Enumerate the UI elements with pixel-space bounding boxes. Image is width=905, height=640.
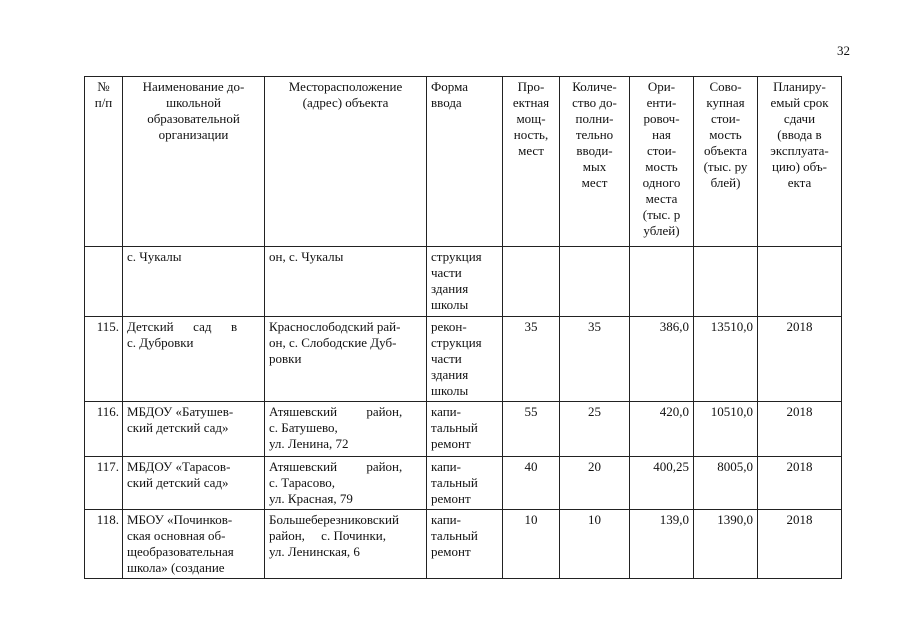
header-design-capacity — [503, 77, 560, 247]
text-line: ровоч- — [643, 111, 680, 126]
organization-name — [123, 247, 265, 317]
text-line: мощ- — [516, 111, 546, 126]
added-places: 10 — [560, 510, 630, 579]
text-line: объекта — [703, 143, 748, 158]
text-line: Детский сад в — [127, 319, 238, 334]
row-number: 117. — [85, 457, 123, 510]
completion-year: 2018 — [758, 510, 842, 579]
text-line: одного — [642, 175, 681, 190]
text-line: стои- — [646, 143, 677, 158]
header-input-form — [427, 77, 503, 247]
completion-year — [758, 247, 842, 317]
design-capacity: 10 — [503, 510, 560, 579]
text-line: район, с. Починки, — [269, 528, 386, 543]
text-line: ремонт — [431, 544, 471, 559]
object-address — [265, 510, 427, 579]
design-capacity: 35 — [503, 317, 560, 402]
text-line: ремонт — [431, 436, 471, 451]
text-line: блей) — [710, 175, 741, 190]
text-line: Ори- — [647, 79, 676, 94]
design-capacity: 55 — [503, 402, 560, 457]
text-line: Про- — [517, 79, 545, 94]
text-line: Краснослободский рай- — [269, 319, 401, 334]
text-line: капи- — [431, 512, 461, 527]
text-line: с. Тарасово, — [269, 475, 335, 490]
text-line: тельно — [575, 127, 614, 142]
text-line: образовательной — [147, 111, 240, 126]
text-line: (тыс. ру — [703, 159, 748, 174]
text-line: цию) объ- — [771, 159, 828, 174]
cost-per-place: 420,0 — [630, 402, 694, 457]
text-line: Большеберезниковский — [269, 512, 399, 527]
object-address — [265, 457, 427, 510]
text-line: тальный — [431, 528, 478, 543]
input-form — [427, 247, 503, 317]
design-capacity — [503, 247, 560, 317]
text-line: эксплуата- — [770, 143, 829, 158]
row-number: 116. — [85, 402, 123, 457]
organization-name — [123, 457, 265, 510]
text-line: енти- — [646, 95, 677, 110]
text-line: школа» (создание — [127, 560, 225, 575]
table-row — [85, 317, 842, 402]
text-line: капи- — [431, 404, 461, 419]
text-line: МБДОУ «Батушев- — [127, 404, 234, 419]
text-line: ский детский сад» — [127, 420, 229, 435]
text-line: здания — [431, 281, 469, 296]
text-line: № — [97, 79, 110, 94]
text-line: рекон- — [431, 319, 467, 334]
header-organization-name — [123, 77, 265, 247]
text-line: ность, — [513, 127, 549, 142]
text-line: п/п — [94, 95, 113, 110]
text-line: с. Дубровки — [127, 335, 194, 350]
text-line: мость — [709, 127, 742, 142]
text-line: тальный — [431, 420, 478, 435]
text-line: вводи- — [576, 143, 613, 158]
total-cost — [694, 247, 758, 317]
header-added-places — [560, 77, 630, 247]
text-line: ровки — [269, 351, 302, 366]
cost-per-place: 386,0 — [630, 317, 694, 402]
text-line: Месторасположение — [288, 79, 403, 94]
text-line: он, с. Слободские Дуб- — [269, 335, 397, 350]
text-line: (тыс. р — [642, 207, 681, 222]
text-line: Количе- — [572, 79, 617, 94]
text-line: (ввода в — [777, 127, 822, 142]
cost-per-place: 139,0 — [630, 510, 694, 579]
input-form — [427, 317, 503, 402]
text-line: Атяшевский район, — [269, 459, 403, 474]
table-row — [85, 402, 842, 457]
text-line: струкция — [431, 335, 482, 350]
text-line: Планиру- — [773, 79, 826, 94]
text-line: Форма — [431, 79, 468, 94]
text-line: ство до- — [572, 95, 617, 110]
text-line: ский детский сад» — [127, 475, 229, 490]
row-number: 115. — [85, 317, 123, 402]
text-line: струкция — [431, 249, 482, 264]
text-line: школы — [431, 297, 469, 312]
text-line: ектная — [512, 95, 550, 110]
completion-year: 2018 — [758, 457, 842, 510]
text-line: мест — [581, 175, 608, 190]
organization-name — [123, 510, 265, 579]
text-line: купная — [706, 95, 745, 110]
added-places: 20 — [560, 457, 630, 510]
text-line: он, с. Чукалы — [269, 249, 344, 264]
header-total-cost — [694, 77, 758, 247]
text-line: организации — [158, 127, 229, 142]
text-line: мест — [518, 143, 544, 158]
cost-per-place: 400,25 — [630, 457, 694, 510]
row-number — [85, 247, 123, 317]
text-line: с. Чукалы — [127, 249, 182, 264]
text-line: сдачи — [783, 111, 816, 126]
text-line: емый срок — [770, 95, 829, 110]
object-address — [265, 247, 427, 317]
kindergarten-objects-table — [84, 76, 842, 579]
text-line: ремонт — [431, 491, 471, 506]
header-cost-per-place — [630, 77, 694, 247]
text-line: щеобразовательная — [127, 544, 234, 559]
table-row — [85, 247, 842, 317]
organization-name — [123, 317, 265, 402]
table-header-row — [85, 77, 842, 247]
header-number — [85, 77, 123, 247]
text-line: ская основная об- — [127, 528, 226, 543]
total-cost: 8005,0 — [694, 457, 758, 510]
text-line: Наименование до- — [142, 79, 245, 94]
total-cost: 1390,0 — [694, 510, 758, 579]
text-line: ул. Красная, 79 — [269, 491, 353, 506]
text-line: стои- — [710, 111, 741, 126]
added-places: 25 — [560, 402, 630, 457]
completion-year: 2018 — [758, 402, 842, 457]
total-cost: 10510,0 — [694, 402, 758, 457]
object-address — [265, 402, 427, 457]
row-number: 118. — [85, 510, 123, 579]
added-places — [560, 247, 630, 317]
table-row — [85, 510, 842, 579]
text-line: ввода — [431, 95, 462, 110]
text-line: ул. Ленина, 72 — [269, 436, 349, 451]
text-line: ублей) — [643, 223, 680, 238]
text-line: части — [431, 265, 462, 280]
text-line: здания — [431, 367, 469, 382]
page-number: 32 — [837, 43, 850, 58]
design-capacity: 40 — [503, 457, 560, 510]
text-line: Сово- — [709, 79, 742, 94]
text-line: школьной — [166, 95, 221, 110]
input-form — [427, 510, 503, 579]
text-line: мость — [645, 159, 678, 174]
text-line: екта — [787, 175, 812, 190]
text-line: места — [645, 191, 678, 206]
text-line: мых — [582, 159, 607, 174]
text-line: ул. Ленинская, 6 — [269, 544, 360, 559]
total-cost: 13510,0 — [694, 317, 758, 402]
text-line: части — [431, 351, 462, 366]
completion-year: 2018 — [758, 317, 842, 402]
object-address — [265, 317, 427, 402]
text-line: ная — [652, 127, 671, 142]
text-line: (адрес) объекта — [302, 95, 389, 110]
text-line: школы — [431, 383, 469, 398]
header-completion-date — [758, 77, 842, 247]
header-address — [265, 77, 427, 247]
text-line: тальный — [431, 475, 478, 490]
organization-name — [123, 402, 265, 457]
text-line: полни- — [575, 111, 614, 126]
input-form — [427, 402, 503, 457]
text-line: с. Батушево, — [269, 420, 338, 435]
table-row — [85, 457, 842, 510]
added-places: 35 — [560, 317, 630, 402]
cost-per-place — [630, 247, 694, 317]
input-form — [427, 457, 503, 510]
text-line: капи- — [431, 459, 461, 474]
text-line: МБОУ «Починков- — [127, 512, 233, 527]
text-line: МБДОУ «Тарасов- — [127, 459, 231, 474]
text-line: Атяшевский район, — [269, 404, 403, 419]
